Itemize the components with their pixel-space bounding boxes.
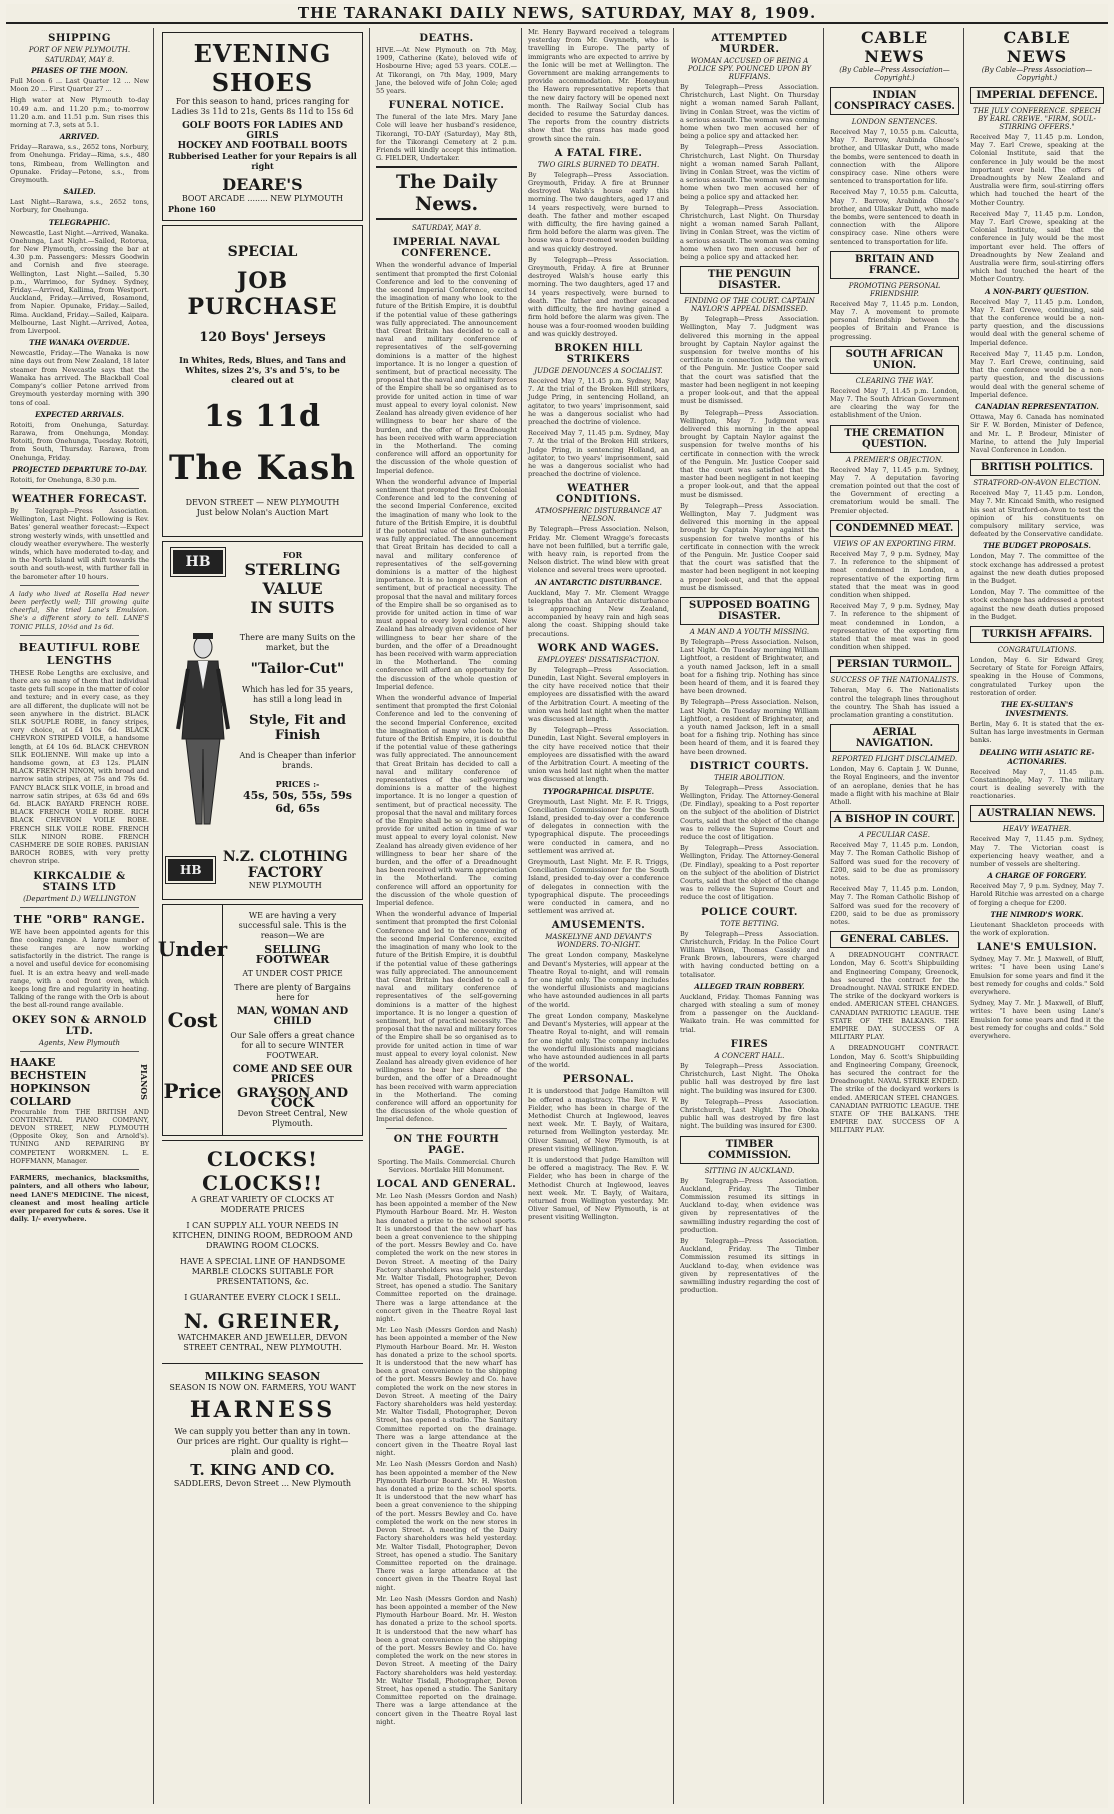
cheaper-text: And is Cheaper than inferior brands. [239, 751, 356, 770]
robe-title: BEAUTIFUL ROBE LENGTHS [18, 640, 141, 667]
greiner-name: N. GREINER, [183, 1309, 342, 1333]
work-text: By Telegraph—Press Association. Dunedin, Last Night. Several employers in the city have received notice that their employees are dissatisfied with the award of the Arbitration Court. A meeting of the union was held last night when the matter was discussed at length. [528, 726, 669, 784]
britain-sub: PROMOTING PERSONAL FRIENDSHIP. [848, 281, 941, 298]
district-sub: THEIR ABOLITION. [714, 773, 785, 782]
persian-sub: SUCCESS OF THE NATIONALISTS. [830, 676, 959, 685]
rubber-line: Rubberised Leather for your Repairs is all right [168, 151, 357, 171]
fourth-page-text: Sporting. The Mails. Commercial. Church Services. Mortlake Hill Monument. [377, 1157, 516, 1174]
nonparty-title: A NON-PARTY QUESTION. [985, 286, 1089, 296]
amusements-title: AMUSEMENTS. [551, 920, 646, 932]
africa-sub: CLEARING THE WAY. [855, 376, 934, 385]
penguin-title: THE PENGUIN DISASTER. [680, 266, 819, 294]
train-text: Auckland, Friday. Thomas Fanning was charged with stealing a sum of money from a passenger on the Auckland-Waikato train. He was committed for trial. [680, 992, 819, 1034]
turkish-text: London, May 6. Sir Edward Grey, Secretary of State for Foreign Affairs, speaking in the House of Commons, congratulated Turkey upon the restoration of order. [970, 655, 1104, 697]
local-text: Mr. Leo Nash (Messrs Gordon and Nash) has been appointed a member of the New Plymouth Harbour Board. Mr. H. Weston has donated a prize to the school sports. It is understood that the new wharf has been a great convenience to the shipping of the port. Messrs Bewley and Co. have completed the work on the new stores in Devon Street. A meeting of the Dairy Factory shareholders was held yesterday. Mr. Walter Tisdall, Photographer, Devon Street, has opened a studio. The Sanitary Committee reported on the drainage. There was a large attendance at the concert given in the Theatre Royal last night. [376, 1460, 517, 1592]
prices: 45s, 50s, 55s, 59s 6d, 65s [243, 789, 352, 815]
milking-text: SEASON IS NOW ON. FARMERS, YOU WANT [169, 1383, 356, 1392]
tailor-text: Which has led for 35 years, has still a long lead in [242, 685, 353, 704]
gentleman-illustration [168, 629, 238, 829]
divider [386, 1128, 507, 1129]
under-cost-ad [157, 904, 363, 1136]
column-telegrams [676, 28, 824, 1804]
murder-text: By Telegraph—Press Association. Christchurch, Last Night. On Thursday night a woman named Sarah Pallant, living in Conlan Street, was the victim of a serious assault. The woman was coming home when two men accused her of being a police spy and attacked her. [680, 143, 819, 201]
port-title: PORT OF NEW PLYMOUTH. [28, 46, 131, 54]
australian-text: Received May 7, 11.45 p.m. Sydney, May 7. The Victorian coast is experiencing heavy weather, and a number of vessels are sheltering. [970, 835, 1104, 868]
typo-title: TYPOGRAPHICAL DISPUTE. [542, 786, 655, 796]
divider [20, 907, 139, 908]
budget-title: THE BUDGET PROPOSALS. [983, 541, 1091, 551]
typo-text: Greymouth, Last Night. Mr. F. R. Triggs, Conciliation Commissioner for the South Island, presided to-day over a conference of delegates in connection with the typographical dispute. The proceedings were conducted in camera, and no settlement was arrived at. [528, 797, 669, 855]
prices-label: PRICES :- [275, 779, 320, 789]
timber-text: By Telegraph—Press Association. Auckland, Friday. The Timber Commission resumed its sittings in Auckland to-day, when evidence was given by representatives of the sawmilling industry regarding the cost of production. [680, 1236, 819, 1295]
conf-text: When the wonderful advance of Imperial sentiment that prompted the first Colonial Conference and led to the convening of the second Imperial Conference, excited the imagination of many who look to the future of the British Empire, it is doubtful if the potential value of these gatherings was fully appreciated. The announcement that Great Britain has decided to call a naval and military conference of representatives of the self-governing dominions is a matter of the highest importance. It is no longer a question of sentiment, but of practical necessity. The proposal that the naval and military forces of the Empire shall be so organised as to provide for united action in time of war must appeal to every loyal colonist. New Zealand has already given evidence of her willingness to bear her share of the burden, and the offer of a Dreadnought has been received with warm appreciation in the Motherland. The coming conference will afford an opportunity for the discussion of the whole question of Imperial defence. [376, 477, 517, 691]
deare-phone: Phone 160 [168, 204, 216, 214]
kirk-name: KIRKCALDIE & STAINS LTD [33, 870, 126, 893]
shoes-title: EVENING SHOES [193, 39, 332, 97]
murder-text: By Telegraph—Press Association. Christchurch, Last Night. On Thursday night a woman named Sarah Pallant, living in Conlan Street, was the victim of a serious assault. The woman was coming home when two men accused her of being a police spy and attacked her. [680, 203, 819, 262]
local-text: Mr. Leo Nash (Messrs Gordon and Nash) has been appointed a member of the New Plymouth Harbour Board. Mr. H. Weston has donated a prize to the school sports. It is understood that the new wharf has been a great convenience to the shipping of the port. Messrs Bewley and Co. have completed the work on the new stores in Devon Street. A meeting of the Dairy Factory shareholders was held yesterday. Mr. Walter Tisdall, Photographer, Devon Street, has opened a studio. The Sanitary Committee reported on the drainage. There was a large attendance at the concert given in the Theatre Royal last night. [376, 1594, 517, 1726]
arrived-text: Friday—Rarawa, s.s., 2652 tons, Norbury, from Onehunga. Friday—Rima, s.s., 480 tons, Rimbeau, from Wellington and Opunake. Friday—Petone, s.s., from Greymouth. [10, 143, 149, 185]
work-text: By Telegraph—Press Association. Dunedin, Last Night. Several employers in the city have received notice that their employees are dissatisfied with the award of the Arbitration Court. A meeting of the union was held last night when the matter was discussed at length. [528, 665, 669, 723]
masthead: THE TARANAKI DAILY NEWS, SATURDAY, MAY 8, 1909. [6, 4, 1108, 24]
nonparty-text: Received May 7, 11.45 p.m. London, May 7. Earl Crewe, continuing, said that the conference would be a non-party question, and the discussions would deal with the general scheme of Imperial defence. [970, 349, 1104, 399]
expected-title: EXPECTED ARRIVALS. [35, 409, 124, 419]
jerseys-colors: In Whites, Reds, Blues, and Tans and Whites, sizes 2's, 3's and 5's, to be cleared out at [179, 355, 346, 385]
divider [20, 585, 139, 586]
job-purchase-ad [162, 225, 363, 537]
sterling-line2: IN SUITS [250, 598, 335, 617]
cable-title: CABLE NEWS [1003, 28, 1071, 66]
guarantee: I GUARANTEE EVERY CLOCK I SELL. [184, 1293, 341, 1302]
timber-text: By Telegraph—Press Association. Auckland, Friday. The Timber Commission resumed its sittings in Auckland to-day, when evidence was given by representatives of the sawmilling industry regarding the cost of production. [680, 1176, 819, 1234]
cable-sub: (By Cable—Press Association—Copyright.) [981, 66, 1093, 82]
murder-text: By Telegraph—Press Association. Christchurch, Last Night. On Thursday night a woman named Sarah Pallant, living in Conlan Street, was the victim of a serious assault. The woman was coming home when two men accused her of being a police spy and attacked her. [680, 83, 819, 141]
typo-text: Greymouth, Last Night. Mr. F. R. Triggs, Conciliation Commissioner for the South Island, presided to-day over a conference of delegates in connection with the typographical dispute. The proceedings were conducted in camera, and no settlement was arrived at. [528, 858, 669, 916]
clocks-ad [162, 1140, 363, 1359]
special-label: SPECIAL [227, 244, 298, 260]
penguin-sub: FINDING OF THE COURT. CAPTAIN NAYLOR'S APPEAL DISMISSED. [684, 297, 815, 314]
okey-name: OKEY SON & ARNOLD LTD. [12, 1014, 147, 1037]
aerial-title: AERIAL NAVIGATION. [830, 724, 959, 752]
at-under: AT UNDER COST PRICE [242, 969, 343, 978]
deaths-text: HIVE.—At New Plymouth on 7th May, 1909, Catherine (Kate), beloved wife of Hosbourne Hive; aged 53 years. COLE.—At Tikorangi, on 7th May, 1909, Mary Jane, the beloved wife of John Cole; aged 55 years. [376, 46, 517, 96]
budget-text: London, May 7. The committee of the stock exchange has addressed a protest against the new death duties proposed in the Budget. [970, 588, 1104, 621]
kash-sub: DEVON STREET — NEW PLYMOUTH [185, 498, 340, 507]
politics-sub: STRATFORD-ON-AVON ELECTION. [973, 479, 1101, 488]
sailed-title: SAILED. [63, 187, 96, 197]
under-word: Price [163, 1079, 222, 1104]
africa-text: Received May 7, 11.45 p.m. London, May 7. The South African Government are clearing the way for the establishment of the Union. [830, 386, 959, 420]
job-title: JOB PURCHASE [187, 268, 338, 320]
piano-brand: HAAKE [10, 1055, 56, 1069]
piano-brand: BECHSTEIN [10, 1068, 87, 1082]
weather-sub: ATMOSPHERIC DISTURBANCE AT NELSON. [535, 507, 662, 524]
shipping-title: SHIPPING [48, 33, 111, 44]
fourth-page-title: ON THE FOURTH PAGE. [393, 1133, 500, 1156]
work-title: WORK AND WAGES. [537, 642, 660, 654]
under-word: Under [157, 936, 228, 961]
date-line: SATURDAY, MAY 8. [411, 224, 482, 233]
bishop-text: Received May 7, 11.45 p.m. London, May 7. The Roman Catholic Bishop of Salford was sued for the recovery of £200, said to be due as promissory notes. [830, 841, 959, 882]
weather-title: WEATHER FORECAST. [11, 493, 148, 505]
clocks-title: CLOCKS! CLOCKS!! [202, 1147, 323, 1195]
general-text: A DREADNOUGHT CONTRACT. London, May 6. Scott's Shipbuilding and Engineering Company, Greenock, has secured the contract for the Dreadnought. NAVAL STRIKE ENDED. The strike of the dockyard workers is ended. AMERICAN STEEL CHANGES. CANADIAN PATRIOTIC LEAGUE. THE STATE OF THE BALKANS. THE EMPIRE DAY. SUCCESS OF A MILITARY PLAY. [830, 1044, 959, 1135]
weather-text: By Telegraph—Press Association. Wellington, Last Night. Following is Rev. Bates' general weather forecast:—Expect strong westerly winds, with unsettled and cloudy weather everywhere. The westerly winds, which have moderated to-day, and in the North Island will shift towards the south and south-west, with further fall in the barometer after 10 hours. [10, 506, 149, 581]
personal-text: It is understood that Judge Hamilton will be offered a magistracy. The Rev. F. W. Fielder, who has been in charge of the Methodist Church at Inglewood, leaves next week. Mr. T. Bayly, of Waitara, returned from Wellington yesterday. Mr. Oliver Samuel, of New Plymouth, is at present visiting Wellington. [528, 1087, 669, 1153]
antarctic-title: AN ANTARCTIC DISTURBANCE. [535, 577, 662, 587]
selling-line: SELLING FOOTWEAR [255, 943, 330, 966]
local-text: Mr. Leo Nash (Messrs Gordon and Nash) has been appointed a member of the New Plymouth Harbour Board. Mr. H. Weston has donated a prize to the school sports. It is understood that the new wharf has been a great convenience to the shipping of the port. Messrs Bewley and Co. have completed the work on the new stores in Devon Street. A meeting of the Dairy Factory shareholders was held yesterday. Mr. Walter Tisdall, Photographer, Devon Street, has opened a studio. The Sanitary Committee reported on the drainage. There was a large attendance at the concert given in the Theatre Royal last night. [376, 1191, 517, 1324]
work-sub: EMPLOYEES' DISSATISFACTION. [537, 655, 660, 664]
okey-sub: Agents, New Plymouth [38, 1038, 121, 1047]
strikers-text: Received May 7, 11.45 p.m. Sydney, May 7. At the trial of the Broken Hill strikers, Judge Pring, in sentencing Holland, an agitator, to two years' imprisonment, said he was a dangerous socialist who had preached the doctrine of violence. [528, 429, 669, 479]
under-cost-body [223, 905, 362, 1135]
column-advertisements [156, 28, 370, 1804]
tide-text: High water at New Plymouth to-day 10.49 a.m. and 11.20 p.m.; to-morrow 11.20 a.m. and 11.51 p.m. Sun rises this morning at 7.3, sets at 5.1. [10, 96, 149, 130]
factory-sub: NEW PLYMOUTH [248, 881, 322, 890]
strikers-title: BROKEN HILL STRIKERS [554, 342, 643, 365]
bishop-text: Received May 7, 11.45 p.m. London, May 7. The Roman Catholic Bishop of Salford was sued for the recovery of £200, said to be due as promissory notes. [830, 885, 959, 926]
piano-brand: COLLARD [10, 1094, 72, 1108]
personal-title: PERSONAL. [562, 1074, 635, 1086]
murder-sub: WOMAN ACCUSED OF BEING A POLICE SPY. POUNCED UPON BY RUFFIANS. [687, 57, 812, 81]
antarctic-text: Auckland, May 7. Mr. Clement Wragge telegraphs that an Antarctic disturbance is approaching New Zealand, accompanied by heavy rain and high seas along the coast. Shipping should take precautions. [528, 588, 669, 638]
wanaka-text: Newcastle, Friday.—The Wanaka is now nine days out from New Zealand, 18 later steamer from Newcastle says that the Wanaka has arrived. The Blackball Coal Company's collier Petone arrived from Greymouth yesterday morning with 390 tons of coal. [10, 349, 149, 407]
column-news [524, 28, 674, 1804]
sultan-title: THE EX-SULTAN'S INVESTMENTS. [1000, 699, 1074, 718]
cremation-sub: A PREMIER'S OBJECTION. [846, 455, 943, 464]
district-text: By Telegraph—Press Association. Wellington, Friday. The Attorney-General (Dr. Findlay), speaking to a Post reporter on the subject of the abolition of District Courts, said that the object of the change was to relieve the Supreme Court and reduce the cost of litigation. [680, 783, 819, 842]
amusements-sub: MASKELYNE AND DEVANT'S WONDERS. TO-NIGHT. [545, 933, 652, 950]
boating-title: SUPPOSED BOATING DISASTER. [680, 597, 819, 625]
general-title: GENERAL CABLES. [830, 931, 959, 948]
sterling-line1: STERLING VALUE [244, 560, 341, 598]
conf-title: IMPERIAL NAVAL CONFERENCE. [392, 237, 501, 260]
cremation-text: Received May 7, 11.45 p.m. Sydney, May 7. A deputation favoring cremation pointed out that the cost of the Government of erecting a crematorium would be small. The Premier objected. [830, 465, 959, 515]
nimrod-text: Lieutenant Shackleton proceeds with the work of exploration. [970, 920, 1104, 938]
milking-title: MILKING SEASON [204, 1370, 321, 1383]
cable-sub: (By Cable—Press Association—Copyright.) [839, 66, 950, 82]
penguin-text: By Telegraph—Press Association. Wellington, May 7. Judgment was delivered this morning in the appeal brought by Captain Naylor against the suspension for twelve months of his certificate in connection with the wreck of the Penguin. Mr. Justice Cooper said that the court was satisfied that the master had been negligent in not keeping a proper look-out, and that the appeal must be dismissed. [680, 408, 819, 499]
column-shipping [6, 28, 154, 1804]
orb-title: THE "ORB" RANGE. [13, 912, 146, 926]
hockey-line: HOCKEY AND FOOTBALL BOOTS [177, 141, 348, 151]
forgery-text: Received May 7, 9 p.m. Sydney, May 7. Harold Ritchie was arrested on a charge of forging a cheque for £200. [970, 882, 1104, 907]
harness-ad [162, 1363, 363, 1495]
australian-sub: HEAVY WEATHER. [1002, 825, 1072, 834]
asiatic-title: DEALING WITH ASIATIC RE-ACTIONARIES. [979, 747, 1095, 766]
grayson-sub: Devon Street Central, New Plymouth. [237, 1109, 348, 1128]
strikers-sub: JUDGE DENOUNCES A SOCIALIST. [534, 366, 663, 375]
turkish-sub: CONGRATULATIONS. [997, 645, 1077, 654]
fires-title: FIRES [730, 1038, 769, 1050]
fatal-text: By Telegraph—Press Association. Greymouth, Friday. A fire at Brunner destroyed Walsh's house early this morning. The two daughters, aged 17 and 14 years respectively, were burned to death. The father and mother escaped with difficulty, the fire having gained a firm hold before the alarm was given. The house was a four-roomed wooden building and was quickly destroyed. [528, 255, 669, 338]
timber-sub: SITTING IN AUCKLAND. [704, 1166, 795, 1175]
come-line: COME AND SEE OUR PRICES [232, 1064, 353, 1085]
timber-title: TIMBER COMMISSION. [680, 1136, 819, 1164]
turkish-title: TURKISH AFFAIRS. [970, 626, 1104, 643]
deare-sub: BOOT ARCADE ........ NEW PLYMOUTH [181, 194, 344, 203]
police-title: POLICE COURT. [701, 906, 798, 918]
aerial-text: London, May 6. Captain J. W. Dunne, the Royal Engineers, and the inventor of an aeroplane, denies that he has made a flight with his machine at Blair Atholl. [830, 765, 959, 806]
persian-title: PERSIAN TURMOIL. [830, 656, 959, 673]
tailor-cut: "Tailor-Cut" [250, 661, 345, 677]
fires-text: By Telegraph—Press Association. Christchurch, Last Night. The Ohoka public hall was destroyed by fire last night. The building was insured for £300. [680, 1061, 819, 1095]
sultan-text: Berlin, May 6. It is stated that the ex-Sultan has large investments in German banks. [970, 719, 1104, 745]
boating-text: By Telegraph—Press Association. Nelson, Last Night. On Tuesday morning William Lightfoot, a resident of Brightwater, and a youth named Jackson, left in a small boat for a fishing trip. Nothing has since been heard of them, and it is feared they have been drowned. [680, 637, 819, 696]
divider [20, 635, 139, 636]
arrived-title: ARRIVED. [59, 132, 100, 142]
boating-text: By Telegraph—Press Association. Nelson, Last Night. On Tuesday morning William Lightfoot, a resident of Brightwater, and a youth named Jackson, left in a small boat for a fishing trip. Nothing has since been heard of them, and it is feared they have been drowned. [680, 698, 819, 756]
king-sub: SADDLERS, Devon Street ... New Plymouth [173, 1479, 352, 1488]
police-text: By Telegraph—Press Association. Christchurch, Friday. In the Police Court William Wilson, Thomas Cassidy and Frank Brown, labourers, were charged with having conducted betting on a totalisator. [680, 929, 819, 979]
canadian-text: Ottawa, May 6. Canada has nominated Sir F. W. Borden, Minister of Defence, and Mr. L. P. Brodeur, Minister of Marine, to attend the July Imperial Naval Conference in London. [970, 413, 1104, 454]
general-text: A DREADNOUGHT CONTRACT. London, May 6. Scott's Shipbuilding and Engineering Company, Greenock, has secured the contract for the Dreadnought. NAVAL STRIKE ENDED. The strike of the dockyard workers is ended. AMERICAN STEEL CHANGES. CANADIAN PATRIOTIC LEAGUE. THE STATE OF THE BALKANS. THE EMPIRE DAY. SUCCESS OF A MILITARY PLAY. [830, 951, 959, 1042]
police-sub: TOTE BETTING. [720, 919, 779, 928]
column-editorial [372, 28, 522, 1804]
pianos-label: PIANOS [139, 1063, 149, 1100]
news-text: Mr. Henry Bayward received a telegram yesterday from Mr. Gwynneth, who is travelling in Europe. The party of immigrants who are expected to arrive by the Ionic will be met at Wellington. The Government are making arrangements to provide accommodation. Mr. Honeybun the Hawera representative reports that the new dairy factory will be opened next month. The Railway Social Club has decided to resume the Saturday dances. The reports from the country districts show that the grass has made good growth since the rain. [528, 28, 669, 143]
defence-text: Received May 7, 11.45 p.m. London, May 7. Earl Crewe, speaking at the Colonial Institute, said that the conference in July would be the most important ever held. The offers of Dreadnoughts by New Zealand and Australia were firm, soul-stirring offers which had touched the heart of the Mother Country. [970, 209, 1104, 284]
bargains-text: There are plenty of Bargains here for [234, 983, 351, 1002]
lanes-text: FARMERS, mechanics, blacksmiths, painters, and all others who labour, need LANE'S MEDICINE. The nicest, cleanest and most healing article ever prepared for cuts & sores. Use it daily. 1/- everywhere. [10, 1174, 149, 1224]
district-title: DISTRICT COURTS. [689, 760, 810, 772]
forgery-title: A CHARGE OF FORGERY. [987, 871, 1087, 881]
cable-title: CABLE NEWS [860, 28, 929, 66]
deare-name: DEARE'S [222, 175, 303, 194]
shoes-text: For this season to hand, prices ranging for Ladies 3s 11d to 21s, Gents 8s 11d to 15s 6d [171, 97, 354, 116]
under-cost-words [157, 905, 228, 1135]
conf-text: When the wonderful advance of Imperial sentiment that prompted the first Colonial Conference and led to the convening of the second Imperial Conference, excited the imagination of many who look to the future of the British Empire, it is doubtful if the potential value of these gatherings was fully appreciated. The announcement that Great Britain has decided to call a naval and military conference of representatives of the self-governing dominions is a matter of the highest importance. It is no longer a question of sentiment, but of practical necessity. The proposal that the naval and military forces of the Empire shall be so organised as to provide for united action in time of war must appeal to every loyal colonist. New Zealand has already given evidence of her willingness to bear her share of the burden, and the offer of a Dreadnought has been received with warm appreciation in the Motherland. The coming conference will afford an opportunity for the discussion of the whole question of Imperial defence. [376, 261, 517, 475]
india-text: Received May 7, 10.55 p.m. Calcutta, May 7. Barrow, Arabinda Ghose's brother, and Ullaskar Dutt, who made the bombs, were sentenced to death in connection with the Alipore conspiracy case. Nine others were sentenced to transportation for life. [830, 188, 959, 246]
murder-title: ATTEMPTED MURDER. [711, 33, 788, 55]
suits-ad [162, 541, 363, 900]
funeral-text: The funeral of the late Mrs. Mary Jane Cole will leave her husband's residence, Tikorangi, TO-DAY (Saturday), May 8th, for the Tikorangi Cemetery at 2 p.m. Friends will kindly accept this intimation. G. FIELDER, Undertaker. [376, 113, 517, 163]
departure-text: Rotoiti, for Onehunga, 8.30 p.m. [10, 475, 117, 484]
fatal-text: By Telegraph—Press Association. Greymouth, Friday. A fire at Brunner destroyed Walsh's house early this morning. The two daughters, aged 17 and 14 years respectively, were burned to death. The father and mother escaped with difficulty, the fire having gained a firm hold before the alarm was given. The house was a four-roomed wooden building and was quickly destroyed. [528, 170, 669, 253]
australian-title: AUSTRALIAN NEWS. [970, 805, 1104, 822]
sterling-for: FOR [282, 550, 303, 560]
harness-title: HARNESS [189, 1397, 336, 1423]
sailed-text: Last Night—Rarawa, s.s., 2652 tons, Norbury, for Onehunga. [10, 198, 149, 215]
lanes-text: Sydney, May 7. Mr. J. Maxwell, of Bluff, writes: "I have been using Lane's Emulsion for some years and find it the best remedy for coughs and colds." Sold everywhere. [970, 999, 1104, 1041]
asiatic-text: Received May 7, 11.45 p.m. Constantinople, May 7. The military court is dealing severely with the reactionaries. [970, 767, 1104, 801]
shoes-ad [162, 32, 363, 221]
marble-text: HAVE A SPECIAL LINE OF HANDSOME MARBLE CLOCKS SUITABLE FOR PRESENTATIONS, &c. [179, 1257, 346, 1286]
canadian-title: CANADIAN REPRESENTATION. [975, 402, 1099, 412]
penguin-text: By Telegraph—Press Association. Wellington, May 7. Judgment was delivered this morning in the appeal brought by Captain Naylor against the suspension for twelve months of his certificate in connection with the wreck of the Penguin. Mr. Justice Cooper said that the court was satisfied that the master had been negligent in not keeping a proper look-out, and that the appeal must be dismissed. [680, 501, 819, 592]
suits-text: There are many Suits on the market, but the [239, 633, 356, 652]
column-cable-news-1 [826, 28, 964, 1804]
telegraphic-text: Newcastle, Last Night.—Arrived, Wanaka. Onehunga, Last Night.—Sailed, Rotorua, for New Plymouth, crossing the bar at 4.30 p.m. Passengers: Messrs Goodwin and Cornish and five steerage. Wellington, Last Night.—Sailed, 5.30 p.m., Warrimoo, for Sydney. Sydney, Friday.—Arrived, Kallima, from Westport. Auckland, Friday.—Arrived, Rosamond, from Napier. Opunake, Friday.—Sailed, Rima. Auckland, Friday.—Sailed, Kaipara. Melbourne, Last Night.—Arrived, Aotea, from Liverpool. [10, 228, 149, 336]
politics-text: Received May 7, 11.45 p.m. London, May 7. Mr. Kincaid Smith, who resigned his seat at Stratford-on-Avon to test the opinion of his constituents on compulsory military service, was defeated by the Conservative candidate. [970, 489, 1104, 539]
bishop-sub: A PECULIAR CASE. [859, 831, 930, 840]
date-line: SATURDAY, MAY 8. [44, 56, 115, 64]
pianos-text: Procurable from THE BRITISH AND CONTINENTAL PIANO COMPANY, DEVON STREET, NEW PLYMOUTH (Opposite Okey, Son and Arnold's). TUNING AND REPAIRING BY COMPETENT WORKMEN. L. E. HOFFMANN, Manager. [10, 1107, 149, 1165]
fires-sub: A CONCERT HALL. [714, 1051, 785, 1060]
divider [20, 1051, 139, 1052]
meat-title: CONDEMNED MEAT. [830, 520, 959, 537]
sale-text: Our Sale offers a great chance for all to secure WINTER FOOTWEAR. [230, 1031, 355, 1060]
boating-sub: A MAN AND A YOUTH MISSING. [689, 627, 810, 636]
lanes-text: Sydney, May 7. Mr. J. Maxwell, of Bluff, writes: "I have been using Lane's Emulsion for some years and find it the best remedy for coughs and colds." Sold everywhere. [970, 955, 1104, 997]
conf-text: When the wonderful advance of Imperial sentiment that prompted the first Colonial Conference and led to the convening of the second Imperial Conference, excited the imagination of many who look to the future of the British Empire, it is doubtful if the potential value of these gatherings was fully appreciated. The announcement that Great Britain has decided to call a naval and military conference of representatives of the self-governing dominions is a matter of the highest importance. It is no longer a question of sentiment, but of practical necessity. The proposal that the naval and military forces of the Empire shall be so organised as to provide for united action in time of war must appeal to every loyal colonist. New Zealand has already given evidence of her willingness to bear her share of the burden, and the offer of a Dreadnought has been received with warm appreciation in the Motherland. The coming conference will afford an opportunity for the discussion of the whole question of Imperial defence. [376, 910, 517, 1124]
meat-text: Received May 7, 9 p.m. Sydney, May 7. In reference to the shipment of meat condemned in London, a representative of the exporting firm stated that the meat was in good condition when shipped. [830, 549, 959, 599]
kirk-sub: (Department D.) WELLINGTON [23, 894, 136, 903]
style-line: Style, Fit and Finish [249, 713, 346, 743]
deaths-title: DEATHS. [419, 33, 474, 44]
under-text: WE are having a very successful sale. This is the reason—We are [238, 911, 347, 940]
column-cable-news-2 [966, 28, 1108, 1804]
divider [20, 488, 139, 489]
britain-text: Received May 7, 11.45 p.m. London, May 7. A movement to promote personal friendship between the peoples of Britain and France is progressing. [830, 299, 959, 341]
personal-text: It is understood that Judge Hamilton will be offered a magistracy. The Rev. F. W. Fielder, who has been in charge of the Methodist Church at Inglewood, leaves next week. Mr. T. Bayly, of Waitara, returned from Wellington yesterday. Mr. Oliver Samuel, of New Plymouth, is at present visiting Wellington. [528, 1155, 669, 1222]
nimrod-title: THE NIMROD'S WORK. [990, 909, 1084, 919]
factory-name: N.Z. CLOTHING FACTORY [222, 849, 348, 881]
hb-logo: HB [173, 550, 222, 574]
fatal-title: A FATAL FIRE. [554, 147, 643, 159]
golf-line: GOLF BOOTS FOR LADIES AND GIRLS [182, 121, 343, 141]
train-title: ALLEGED TRAIN ROBBERY. [694, 981, 805, 991]
defence-sub: THE JULY CONFERENCE. SPEECH BY EARL CREWE. "FIRM, SOUL-STIRRING OFFERS." [973, 107, 1101, 131]
kash-sub2: Just below Nolan's Auction Mart [196, 508, 329, 517]
grayson-name: GRAYSON AND COCK [237, 1086, 348, 1111]
india-text: Received May 7, 10.55 p.m. Calcutta, May 7. Barrow, Arabinda Ghose's brother, and Ullaskar Dutt, who made the bombs, were sentenced to death in connection with the Alipore conspiracy case. Nine others were sentenced to transportation for life. [830, 128, 959, 186]
moon-title: PHASES OF THE MOON. [31, 66, 128, 75]
nameplate: The Daily News. [376, 166, 517, 220]
defence-title: IMPERIAL DEFENCE. [970, 87, 1104, 104]
jerseys-title: 120 Boys' Jerseys [199, 330, 326, 345]
fires-text: By Telegraph—Press Association. Christchurch, Last Night. The Ohoka public hall was destroyed by fire last night. The building was insured for £300. [680, 1097, 819, 1131]
expected-text: Rotoiti, from Onehunga, Saturday. Rarawa, from Onehunga, Monday. Rotoiti, from Onehunga, Tuesday. Rotoiti, from South, Thursday. Rarawa, from Onehunga, Friday. [10, 420, 149, 462]
newspaper-page [6, 4, 1108, 1808]
harness-text: We can supply you better than any in town. Our prices are right. Our quality is right—plain and good. [174, 1427, 351, 1456]
weather-text: By Telegraph—Press Association. Nelson, Friday. Mr. Clement Wragge's forecasts have not been fulfilled, but a terrific gale, with heavy rain, is reported from the Nelson district. The wind blew with great violence and several trees were uprooted. [528, 525, 669, 575]
weather-title: WEATHER CONDITIONS. [556, 483, 641, 506]
clocks-text: I CAN SUPPLY ALL YOUR NEEDS IN KITCHEN, DINING ROOM, BEDROOM AND DRAWING ROOM CLOCKS. [172, 1221, 353, 1250]
robe-text: THESE Robe Lengths are exclusive, and there are so many of them that individual taste gets full scope in the matter of color and texture; and in every case, as they are all different, the duplicate will not be seen anywhere in the district. BLACK SILK SOUPLE ROBE, in fancy stripes, very choice, at £4 10s 6d. BLACK CHEVRON STRIPED VOILE, a handsome length, at £4 10s 6d. BLACK CHEVRON SILK EOLIENNE. Will make up into a handsome gown, at £3 12s. PLAIN BLACK FRENCH NINON, with broad and narrow satin stripes, at 75s and 79s 6d. FANCY BLACK SILK VOILE, in broad and narrow satin stripes, at 63s 6d and 69s 6d. BLACK BAYARD FRENCH ROBE. BLACK FRENCH VOILE ROBE. RICH BLACK CHEVRON VOILE ROBE. FRENCH SILK VOILE ROBE. FRENCH SILK NINON ROBE. FRENCH CASHMERE DE SOIE ROBES. PARISIAN BAROCH ROBES, with very pretty chevron stripe. [10, 668, 149, 866]
piano-brand: HOPKINSON [10, 1081, 91, 1095]
india-title: INDIAN CONSPIRACY CASES. [830, 87, 959, 115]
king-name: T. KING AND CO. [190, 1461, 335, 1479]
hb-logo: HB [168, 859, 213, 881]
britain-title: BRITAIN AND FRANCE. [830, 251, 959, 279]
orb-text: WE have been appointed agents for this fine cooking range. A large number of these ranges are now working satisfactorily in the district. The range is a novel and useful device for economising fuel. It is an extra heavy and well-made range, with a cool front oven, which keeps long fire and regularity in heating. Talking of the range with the Orb is about the best all-round range available. [10, 927, 149, 1010]
wanaka-title: THE WANAKA OVERDUE. [29, 338, 130, 348]
meat-sub: VIEWS OF AN EXPORTING FIRM. [833, 539, 956, 548]
local-text: Mr. Leo Nash (Messrs Gordon and Nash) has been appointed a member of the New Plymouth Harbour Board. Mr. H. Weston has donated a prize to the school sports. It is understood that the new wharf has been a great convenience to the shipping of the port. Messrs Bewley and Co. have completed the work on the new stores in Devon Street. A meeting of the Dairy Factory shareholders was held yesterday. Mr. Walter Tisdall, Photographer, Devon Street, has opened a studio. The Sanitary Committee reported on the drainage. There was a large attendance at the concert given in the Theatre Royal last night. [376, 1326, 517, 1458]
persian-text: Teheran, May 6. The Nationalists control the telegraph lines throughout the country. The Shah has issued a proclamation granting a constitution. [830, 686, 959, 719]
poem-text: A lady who lived at Rosella Had never been perfectly well; Till growing quite cheerful, She tried Lane's Emulsion. She's a different story to tell. LANE'S TONIC PILLS, 10½d and 1s 6d. [10, 589, 149, 631]
politics-title: BRITISH POLITICS. [970, 459, 1104, 476]
india-sub: LONDON SENTENCES. [851, 118, 938, 126]
departure-title: PROJECTED DEPARTURE TO-DAY. [12, 464, 147, 474]
strikers-text: Received May 7, 11.45 p.m. Sydney, May 7. At the trial of the Broken Hill strikers, Judge Pring, in sentencing Holland, an agitator, to two years' imprisonment, said he was a dangerous socialist who had preached the doctrine of violence. [528, 376, 669, 426]
conf-text: When the wonderful advance of Imperial sentiment that prompted the first Colonial Conference and led to the convening of the second Imperial Conference, excited the imagination of many who look to the future of the British Empire, it is doubtful if the potential value of these gatherings was fully appreciated. The announcement that Great Britain has decided to call a naval and military conference of representatives of the self-governing dominions is a matter of the highest importance. It is no longer a question of sentiment, but of practical necessity. The proposal that the naval and military forces of the Empire shall be so organised as to provide for united action in time of war must appeal to every loyal colonist. New Zealand has already given evidence of her willingness to bear her share of the burden, and the offer of a Dreadnought has been received with warm appreciation in the Motherland. The coming conference will afford an opportunity for the discussion of the whole question of Imperial defence. [376, 694, 517, 908]
district-text: By Telegraph—Press Association. Wellington, Friday. The Attorney-General (Dr. Findlay), speaking to a Post reporter on the subject of the abolition of District Courts, said that the object of the change was to relieve the Supreme Court and reduce the cost of litigation. [680, 844, 819, 902]
fatal-sub: TWO GIRLS BURNED TO DEATH. [537, 160, 660, 169]
pianos-list [10, 1056, 149, 1108]
telegraphic-title: TELEGRAPHIC. [48, 217, 111, 227]
penguin-text: By Telegraph—Press Association. Wellington, May 7. Judgment was delivered this morning in the appeal brought by Captain Naylor against the suspension for twelve months of his certificate in connection with the wreck of the Penguin. Mr. Justice Cooper said that the court was satisfied that the master had been negligent in not keeping a proper look-out, and that the appeal must be dismissed. [680, 315, 819, 406]
amusements-text: The great London company, Maskelyne and Devant's Mysteries, will appear at the Theatre Royal to-night, and will remain for one night only. The company includes the wonderful illusionists and magicians who have astounded audiences in all parts of the world. [528, 951, 669, 1009]
man-line: MAN, WOMAN AND CHILD [236, 1006, 349, 1027]
under-word: Cost [167, 1007, 218, 1032]
lanes-title: LANE'S EMULSION. [976, 942, 1098, 954]
bishop-title: A BISHOP IN COURT. [830, 811, 959, 828]
nonparty-text: Received May 7, 11.45 p.m. London, May 7. Earl Crewe, continuing, said that the conference would be a non-party question, and the discussions would deal with the general scheme of Imperial defence. [970, 297, 1104, 347]
clocks-sub: A GREAT VARIETY OF CLOCKS AT MODERATE PRICES [191, 1195, 334, 1214]
greiner-sub: WATCHMAKER AND JEWELLER, DEVON STREET CENTRAL, NEW PLYMOUTH. [177, 1333, 348, 1352]
africa-title: SOUTH AFRICAN UNION. [830, 346, 959, 374]
local-title: LOCAL AND GENERAL. [376, 1178, 517, 1190]
funeral-title: FUNERAL NOTICE. [388, 100, 505, 112]
meat-text: Received May 7, 9 p.m. Sydney, May 7. In reference to the shipment of meat condemned in London, a representative of the exporting firm stated that the meat was in good condition when shipped. [830, 602, 959, 652]
divider [20, 1169, 139, 1170]
cremation-title: THE CREMATION QUESTION. [830, 425, 959, 453]
aerial-sub: REPORTED FLIGHT DISCLAIMED. [831, 755, 958, 764]
budget-text: London, May 7. The committee of the stock exchange has addressed a protest against the new death duties proposed in the Budget. [970, 552, 1104, 585]
amusements-text: The great London company, Maskelyne and Devant's Mysteries, will appear at the Theatre Royal to-night, and will remain for one night only. The company includes the wonderful illusionists and magicians who have astounded audiences in all parts of the world. [528, 1011, 669, 1070]
defence-text: Received May 7, 11.45 p.m. London, May 7. Earl Crewe, speaking at the Colonial Institute, said that the conference in July would be the most important ever held. The offers of Dreadnoughts by New Zealand and Australia were firm, soul-stirring offers which had touched the heart of the Mother Country. [970, 133, 1104, 207]
kash-name: The Kash [169, 448, 356, 488]
moon-text: Full Moon 6 ... Last Quarter 12 ... New Moon 20 ... First Quarter 27 ... [10, 77, 149, 94]
price: 1s 11d [204, 399, 321, 434]
